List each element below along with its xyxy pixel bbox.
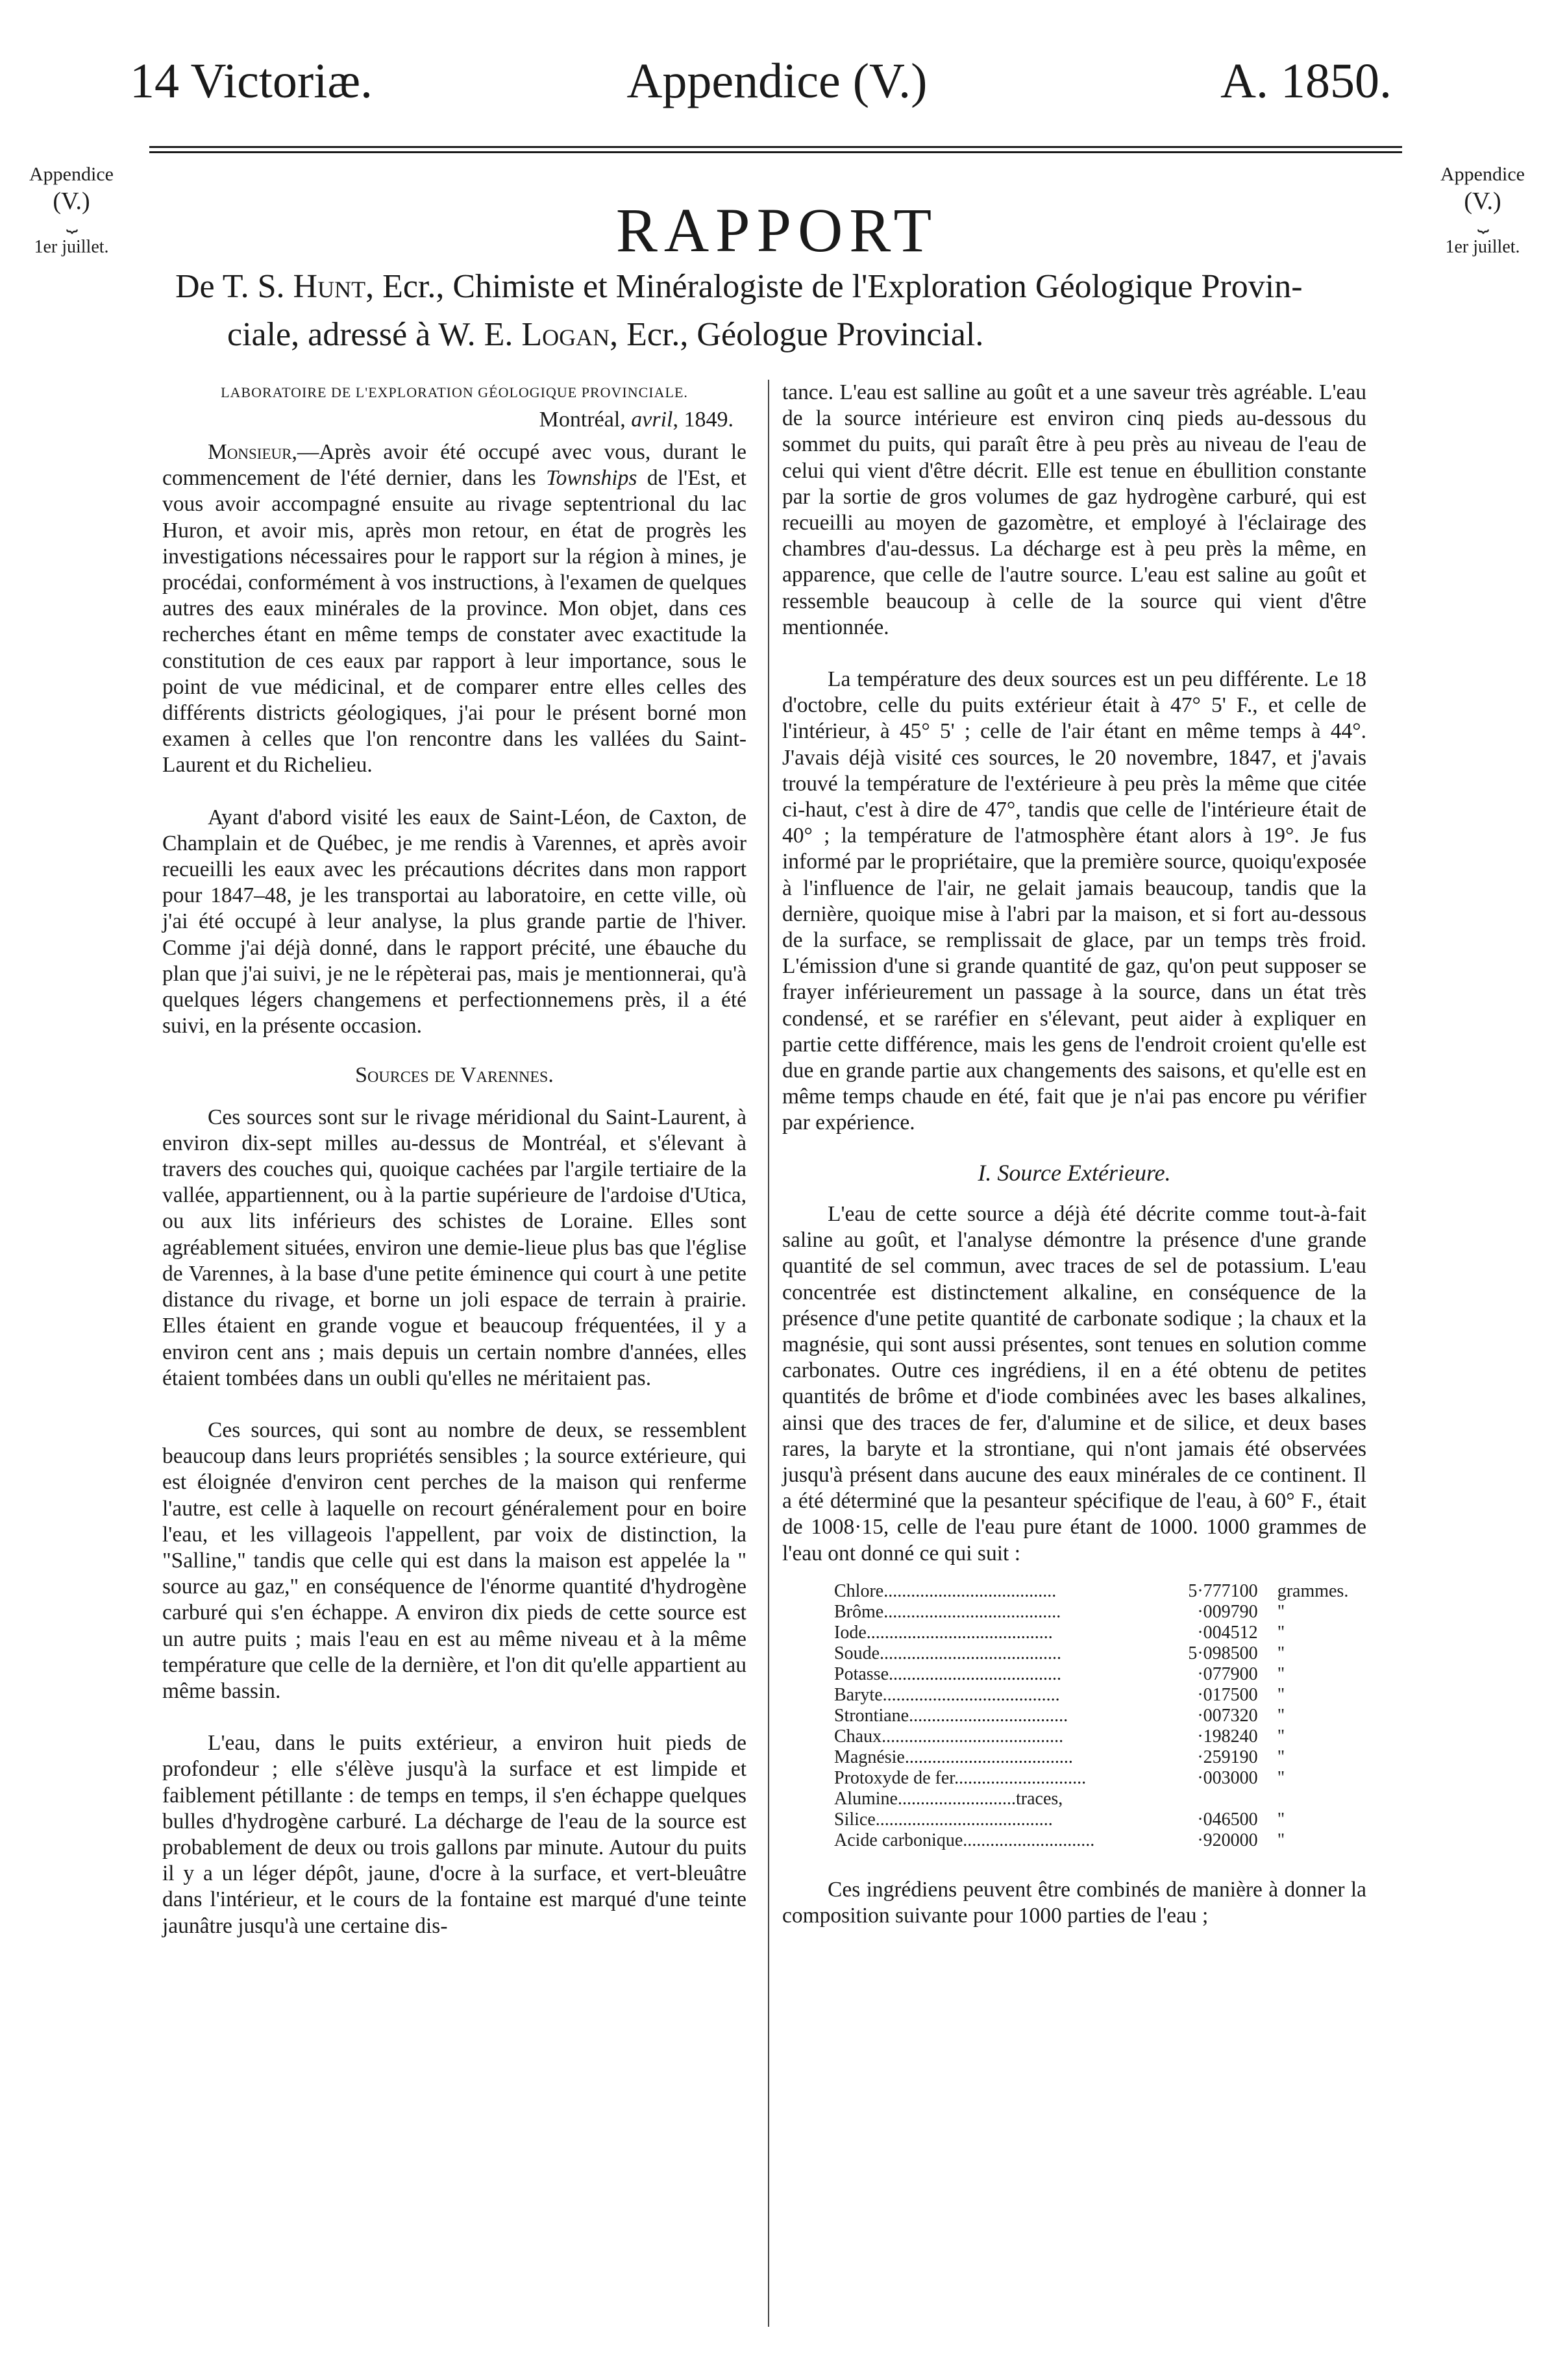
header-rule-top xyxy=(149,146,1402,148)
paragraph: Ces ingrédiens peuvent être combinés de manière à donner la composition suivante pour 1000 parties de l'eau ; xyxy=(782,1877,1366,1928)
margin-right-number: (V.) xyxy=(1464,188,1501,215)
right-column xyxy=(782,380,1366,1929)
table-cell-value: ·920000 xyxy=(1197,1830,1258,1850)
table-cell-unit xyxy=(1264,1789,1366,1810)
table-cell-name: Magnésie..................................... xyxy=(834,1747,1073,1767)
recipient-name: Logan xyxy=(521,316,610,353)
letter-date xyxy=(162,406,746,434)
table-cell-unit: " xyxy=(1277,1705,1285,1726)
paragraph: tance. L'eau est salline au goût et a une saveur très agréable. L'eau de la source intérieure est environ cinq pieds au-dessous du sommet du puits, qui paraît être à peu près au niveau de l'eau de celui qui vient d'être décrit. Elle est tenue en ébullition constante par la sortie de gros volumes de gaz hydrogène carburé, qui est recueilli au moyen de gazomètre, et employé à l'éclairage des chambres d'au-dessus. La décharge est à peu près la même, en apparence, que celle de l'autre source. L'eau est saline au goût et ressemble beaucoup à celle de la source qui vient d'être mentionnée. xyxy=(782,380,1366,639)
salutation: Monsieur xyxy=(208,440,292,464)
date-place: Montréal, xyxy=(539,408,632,432)
subtitle-text: De T. S. xyxy=(175,268,293,305)
table-cell-name: Chaux........................................ xyxy=(834,1726,1064,1747)
table-cell-value: ·007320 xyxy=(1197,1705,1258,1726)
margin-left-number: (V.) xyxy=(53,188,90,215)
table-cell-value: ·198240 xyxy=(1197,1726,1258,1747)
paragraph: La température des deux sources est un peu différente. Le 18 d'octobre, celle du puits extérieur était à 47° 5' F., et celle de l'intérieur, à 45° 5' ; celle de l'air étant en même temps à 44°. J'avais déjà visité ces sources, le 20 novembre, 1847, et j'avais trouvé la température de l'extérieure à peu près la même que citée ci-haut, c'est à dire de 47°, tandis que celle de l'intérieure était de 40° ; la température de l'atmosphère étant alors à 19°. Je fus informé par le propriétaire, que la première source, quoiqu'exposée à l'influence de l'air, ne gelait jamais beaucoup, tandis que la dernière, quoique mise à l'abri par la maison, et si fort au-dessous de la surface, se remplissait de glace, par un temps très froid. L'émission d'une si grande quantité de gaz, qu'on peut supposer se frayer inférieurement un passage à la source, dans un état très condensé, et se raréfier en s'élevant, peut aider à expliquer en partie cette différence, mais les gens de l'endroit croient qu'elle est due en grande partie aux changements des saisons, et qu'elle est en même temps chaude en été, fait que je n'ai pas encore pu vérifier par expérience. xyxy=(782,667,1366,1135)
table-cell-name: Chlore...................................... xyxy=(834,1580,1057,1601)
table-row xyxy=(834,1810,1366,1830)
paragraph xyxy=(162,439,746,779)
margin-left-label: Appendice xyxy=(29,164,114,185)
table-cell-value: ·009790 xyxy=(1197,1601,1258,1622)
table-cell-name: Strontiane................................... xyxy=(834,1705,1068,1726)
table-row xyxy=(834,1789,1366,1810)
table-row xyxy=(834,1768,1366,1789)
subtitle-text: , Ecr., Chimiste et Minéralogiste de l'Exploration Géologique Provin- xyxy=(365,268,1303,305)
table-row xyxy=(834,1726,1366,1747)
table-row xyxy=(834,1581,1366,1602)
table-row xyxy=(834,1706,1366,1726)
date-month: avril xyxy=(631,408,673,432)
brace-icon: ⏟ xyxy=(66,211,77,232)
subtitle-text: ciale, adressé à W. E. xyxy=(227,316,522,353)
table-row xyxy=(834,1623,1366,1643)
margin-right-date: 1er juillet. xyxy=(1445,237,1520,257)
paragraph-text: de l'Est, et vous avoir accompagné ensuite au rivage septentrional du lac Huron, et avoir mis, après mon retour, en état de progrès les investigations nécessaires pour le rapport sur la région à mines, je procédai, conformément à vos instructions, à l'examen de quelques autres des eaux minérales de la province. Mon objet, dans ces recherches étant en même temps de constater avec exactitude la constitution de ces eaux par rapport à leur importance, sous le point de vue médicinal, et de comparer entre elles celles des différents districts géologiques, j'ai pour le présent borné mon examen à celles que l'on rencontre dans les vallées du Saint-Laurent et du Richelieu. xyxy=(162,466,746,778)
table-cell-unit: " xyxy=(1277,1601,1285,1622)
table-row xyxy=(834,1643,1366,1664)
table-cell-unit: " xyxy=(1277,1663,1285,1684)
header-center: Appendice (V.) xyxy=(626,54,928,108)
paragraph-italic: Townships xyxy=(546,466,637,491)
table-cell-name: Silice....................................... xyxy=(834,1809,1053,1830)
table-cell-unit: " xyxy=(1277,1726,1285,1747)
report-title: RAPPORT xyxy=(615,195,939,265)
laboratory-heading: LABORATOIRE DE L'EXPLORATION GÉOLOGIQUE PROVINCIALE. xyxy=(221,384,688,400)
table-cell-name: Potasse...................................... xyxy=(834,1663,1061,1684)
paragraph: L'eau, dans le puits extérieur, a environ huit pieds de profondeur ; elle s'élève jusqu'à la surface et est limpide et faiblement pétillante : de temps en temps, il s'en échappe quelques bulles d'hydrogène carburé. La décharge de l'eau de la source est probablement de deux ou trois gallons par minute. Autour du puits il y a un léger dépôt, jaune, d'ocre à la surface, et vert-bleuâtre dans l'intérieur, et le cours de la fontaine est marqué d'une teinte jaunâtre jusqu'à une certaine dis- xyxy=(162,1731,746,1938)
table-cell-value: ·259190 xyxy=(1197,1747,1258,1767)
table-cell-value: ·077900 xyxy=(1197,1663,1258,1684)
paragraph-text: ,—Après avoir été occupé avec vous, durant le commencement de l'été dernier, dans les xyxy=(162,440,746,491)
table-row xyxy=(834,1664,1366,1685)
table-cell-name: Iode......................................... xyxy=(834,1622,1053,1643)
section-heading: Sources de Varennes. xyxy=(355,1063,554,1088)
table-cell-unit: " xyxy=(1277,1643,1285,1663)
paragraph: L'eau de cette source a déjà été décrite comme tout-à-fait saline au goût, et l'analyse démontre la présence d'une grande quantité de sel commun, avec traces de sel de potassium. L'eau concentrée est distinctement alkaline, en conséquence de la présence d'une petite quantité de carbonate sodique ; la chaux et la magnésie, qui sont aussi présentes, sont tenues en solution comme carbonates. Outre ces ingrédiens, il en a été obtenu de petites quantités de brôme et d'iode combinées avec les bases alkalines, ainsi que des traces de fer, d'alumine et de silice, et deux bases rares, la baryte et la strontiane, qui n'ont jamais été observées jusqu'à présent dans aucune des eaux minérales de ce continent. Il a été déterminé que la pesanteur spécifique de l'eau, à 60° F., était de 1008·15, celle de l'eau pure étant de 1000. 1000 grammes de l'eau ont donné ce qui suit : xyxy=(782,1201,1366,1565)
table-row xyxy=(834,1830,1366,1851)
table-cell-unit: " xyxy=(1277,1622,1285,1643)
table-cell-name: Brôme....................................... xyxy=(834,1601,1061,1622)
margin-right-label: Appendice xyxy=(1440,164,1525,185)
table-cell-name: Protoxyde de fer............................. xyxy=(834,1767,1087,1788)
table-row xyxy=(834,1685,1366,1706)
paragraph: Ayant d'abord visité les eaux de Saint-Léon, de Caxton, de Champlain et de Québec, je me rendis à Varennes, et après avoir recueilli les eaux avec les précautions décrites dans mon rapport pour 1847–48, je les transportai au laboratoire, en cette ville, où j'ai été occupé à leur analyse, la plus grande partie de l'hiver. Comme j'ai déjà donné, dans le rapport précité, une ébauche du plan que j'ai suivi, je ne le répèterai pas, mais je mentionnerai, qu'à quelques légers changemens et perfectionnemens près, il a été suivi, en la présente occasion. xyxy=(162,805,746,1038)
margin-left-date: 1er juillet. xyxy=(34,237,109,257)
column-divider xyxy=(768,380,769,2327)
table-row xyxy=(834,1602,1366,1623)
table-cell-value: 5·098500 xyxy=(1188,1643,1258,1663)
subtitle-text: , Ecr., Géologue Provincial. xyxy=(610,316,984,353)
table-cell-value: ·017500 xyxy=(1197,1684,1258,1705)
report-subtitle xyxy=(175,263,1396,359)
header-left: 14 Victoriæ. xyxy=(130,54,373,108)
header-right: A. 1850. xyxy=(1220,54,1392,108)
table-row xyxy=(834,1747,1366,1768)
table-cell-unit: " xyxy=(1277,1809,1285,1830)
paragraph: Ces sources, qui sont au nombre de deux, se ressemblent beaucoup dans leurs propriétés sensibles ; la source extérieure, qui est éloignée d'environ cent perches de la maison qui renferme l'autre, est celle à laquelle on recourt généralement pour en boire l'eau, et les villageois l'appellent, par voix de distinction, la "Salline," tandis que celle qui est dans la maison est appelée la " source au gaz," en conséquence de l'énorme quantité d'hydrogène carburé qui s'en échappe. A environ dix pieds de cette source est un autre puits ; mais l'eau en est au même niveau et à la même température que celle de la dernière, et l'on dit qu'elle appartient au même bassin. xyxy=(162,1417,746,1703)
composition-table xyxy=(834,1581,1366,1851)
table-cell-value xyxy=(1139,1789,1264,1810)
table-cell-value: ·046500 xyxy=(1197,1809,1258,1830)
table-cell-name: Alumine..........................traces, xyxy=(834,1788,1063,1809)
date-year: , 1849. xyxy=(672,408,734,432)
table-cell-value: ·003000 xyxy=(1197,1767,1258,1788)
table-cell-unit: " xyxy=(1277,1747,1285,1767)
section-heading: I. Source Extérieure. xyxy=(978,1159,1171,1186)
author-name: Hunt xyxy=(293,268,366,305)
table-cell-name: Acide carbonique............................. xyxy=(834,1830,1095,1850)
table-cell-unit: " xyxy=(1277,1684,1285,1705)
brace-icon: ⏟ xyxy=(1477,211,1488,232)
table-cell-unit: " xyxy=(1277,1767,1285,1788)
table-cell-name: Baryte....................................... xyxy=(834,1684,1060,1705)
table-cell-value: ·004512 xyxy=(1197,1622,1258,1643)
table-cell-unit: grammes. xyxy=(1277,1580,1349,1601)
table-cell-name: Soude........................................ xyxy=(834,1643,1061,1663)
paragraph: Ces sources sont sur le rivage méridional du Saint-Laurent, à environ dix-sept milles au-dessus de Montréal, et s'élevant à travers des couches qui, quoique cachées par l'argile tertiaire de la vallée, appartiennent, ou à la partie supérieure de l'ardoise d'Utica, ou aux lits inférieurs des schistes de Loraine. Elles sont agréablement situées, environ une demie-lieue plus bas que l'église de Varennes, à la base d'une petite éminence qui court à une petite distance du rivage, et borne un joli espace de terrain à prairie. Elles étaient en grande vogue et beaucoup fréquentées, il y a environ cent ans ; mais depuis un certain nombre d'années, elles étaient tombées dans un oubli qu'elles ne méritaient pas. xyxy=(162,1105,746,1390)
table-cell-value: 5·777100 xyxy=(1188,1580,1258,1601)
left-column xyxy=(162,380,746,1939)
table-cell-unit: " xyxy=(1277,1830,1285,1850)
header-rule-bottom xyxy=(149,151,1402,153)
